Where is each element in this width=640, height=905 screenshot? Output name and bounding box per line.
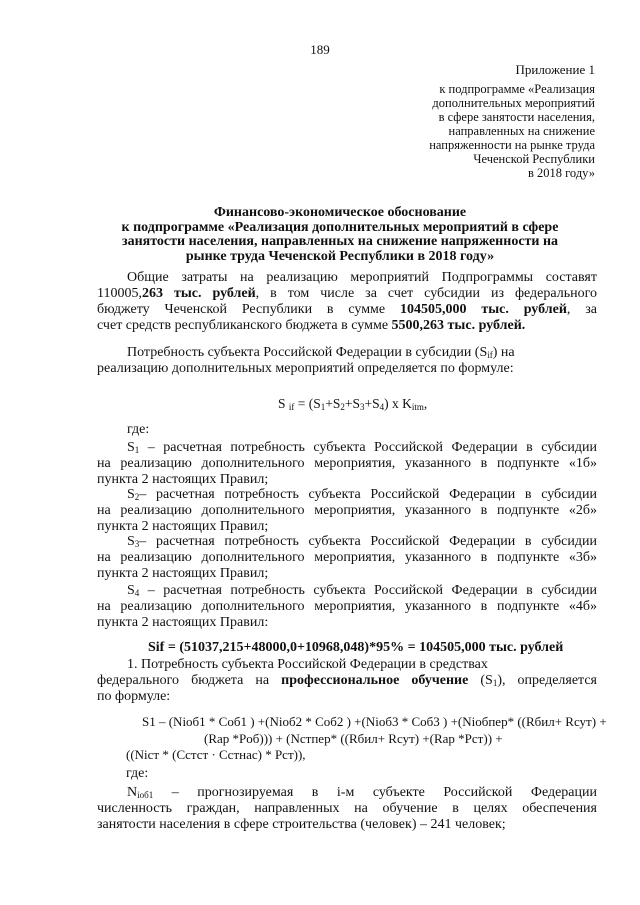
text-line: пункта 2 настоящих Правил; xyxy=(97,472,269,487)
need-paragraph xyxy=(97,345,597,377)
costs-paragraph xyxy=(97,270,597,334)
text-line: 1. Потребность субъекта Российской Федерации в средствах xyxy=(127,657,488,672)
text-line: на реализацию дополнительного мероприятия, указанного в подпункте «1б» xyxy=(97,456,597,471)
text-line: на реализацию дополнительного мероприятия, указанного в подпункте «4б» xyxy=(97,599,597,614)
text-line: Общие затраты на реализацию мероприятий Подпрограммы составят xyxy=(127,270,597,285)
text-line: $N_{ioб1}$ – прогнозируемая в i-м субъекте Российской Федерации xyxy=(127,785,597,800)
formula-s1 xyxy=(142,713,607,747)
text-line: Потребность субъекта Российской Федерации в субсидии $(S_{if})$ на xyxy=(127,345,515,360)
formula-line: (Rар *Pоб))) + (Nстпер* ((Rбил+ Rсут) +(Rар *Pст)) + xyxy=(204,731,503,746)
formula-s1-line3: ((Niст * (Cстст · Cстнас) * Pст)), xyxy=(126,747,306,762)
text-line: счет средств республиканского бюджета в сумме 5500,263 тыс. рублей. xyxy=(97,318,526,333)
reference-line: Чеченской Республики xyxy=(473,152,595,166)
text-line: пункта 2 настоящих Правил: xyxy=(97,615,269,630)
text-line: пункта 2 настоящих Правил; xyxy=(97,566,269,581)
final-paragraph xyxy=(97,785,597,833)
page-number: 189 xyxy=(310,42,330,57)
reference-line: дополнительных мероприятий xyxy=(432,96,595,110)
definition-s2 xyxy=(97,487,597,535)
where-label-2: где: xyxy=(126,766,149,781)
text-line: численность граждан, направленных на обучение в целях обеспечения xyxy=(97,801,597,816)
definition-s4 xyxy=(97,583,597,631)
text-line: пункта 2 настоящих Правил; xyxy=(97,519,269,534)
title-line: Финансово-экономическое обоснование xyxy=(213,205,467,220)
text-line: занятости населения в сфере строительства (человек) – 241 человек; xyxy=(97,817,506,832)
definition-s3 xyxy=(97,534,597,582)
title-line: рынке труда Чеченской Республики в 2018 году» xyxy=(185,248,495,264)
item1-paragraph xyxy=(97,657,597,705)
document-title xyxy=(0,206,640,264)
definition-s1 xyxy=(97,440,597,488)
appendix-label: Приложение 1 xyxy=(515,62,595,77)
title-line: занятости населения, направленных на снижение напряженности на xyxy=(121,234,559,249)
text-line: $S_1$ – расчетная потребность субъекта Российской Федерации в субсидии xyxy=(127,440,597,455)
text-line: $S_2-$ расчетная потребность субъекта Российской Федерации в субсидии xyxy=(127,487,597,502)
text-line: бюджету Чеченской Республики в сумме 104505,000 тыс. рублей, за xyxy=(97,302,597,317)
text-line: на реализацию дополнительного мероприятия, указанного в подпункте «2б» xyxy=(97,503,597,518)
text-line: по формуле: xyxy=(97,689,171,704)
text-line: реализацию дополнительных мероприятий определяется по формуле: xyxy=(97,361,514,376)
reference-line: направленных на снижение xyxy=(448,124,595,138)
sif-result: Sif = (51037,215+48000,0+10968,048)*95% = 104505,000 тыс. рублей xyxy=(148,640,564,655)
formula-line: S1 – (Nioб1 * Coб1 ) +(Nioб2 * Coб2 ) +(Nioб3 * Coб3 ) +(Nioбпер* ((Rбил+ Rсут) + xyxy=(142,714,607,729)
formula-sif: S $_{if} = (S_1+S_2+S_3+S_4)$ x $K_{itm}$, xyxy=(278,396,428,412)
text-line: $S_3-$ расчетная потребность субъекта Российской Федерации в субсидии xyxy=(127,534,597,549)
reference-line: напряженности на рынке труда xyxy=(429,138,595,152)
reference-line: к подпрограмме «Реализация xyxy=(439,82,595,96)
text-line: на реализацию дополнительного мероприятия, указанного в подпункте «3б» xyxy=(97,550,597,565)
text-line: 110005,263 тыс. рублей, в том числе за счет субсидии из федерального xyxy=(97,286,597,301)
where-label: где: xyxy=(127,422,150,437)
reference-line: в сфере занятости населения, xyxy=(438,110,595,124)
text-line: $S_4$ – расчетная потребность субъекта Российской Федерации в субсидии xyxy=(127,583,597,598)
reference-line: в 2018 году» xyxy=(527,166,595,180)
title-line: к подпрограмме «Реализация дополнительных мероприятий в сфере xyxy=(121,219,559,235)
appendix-reference xyxy=(375,82,595,180)
text-line: федерального бюджета на профессиональное обучение $(S_1)$, определяется xyxy=(97,673,598,688)
